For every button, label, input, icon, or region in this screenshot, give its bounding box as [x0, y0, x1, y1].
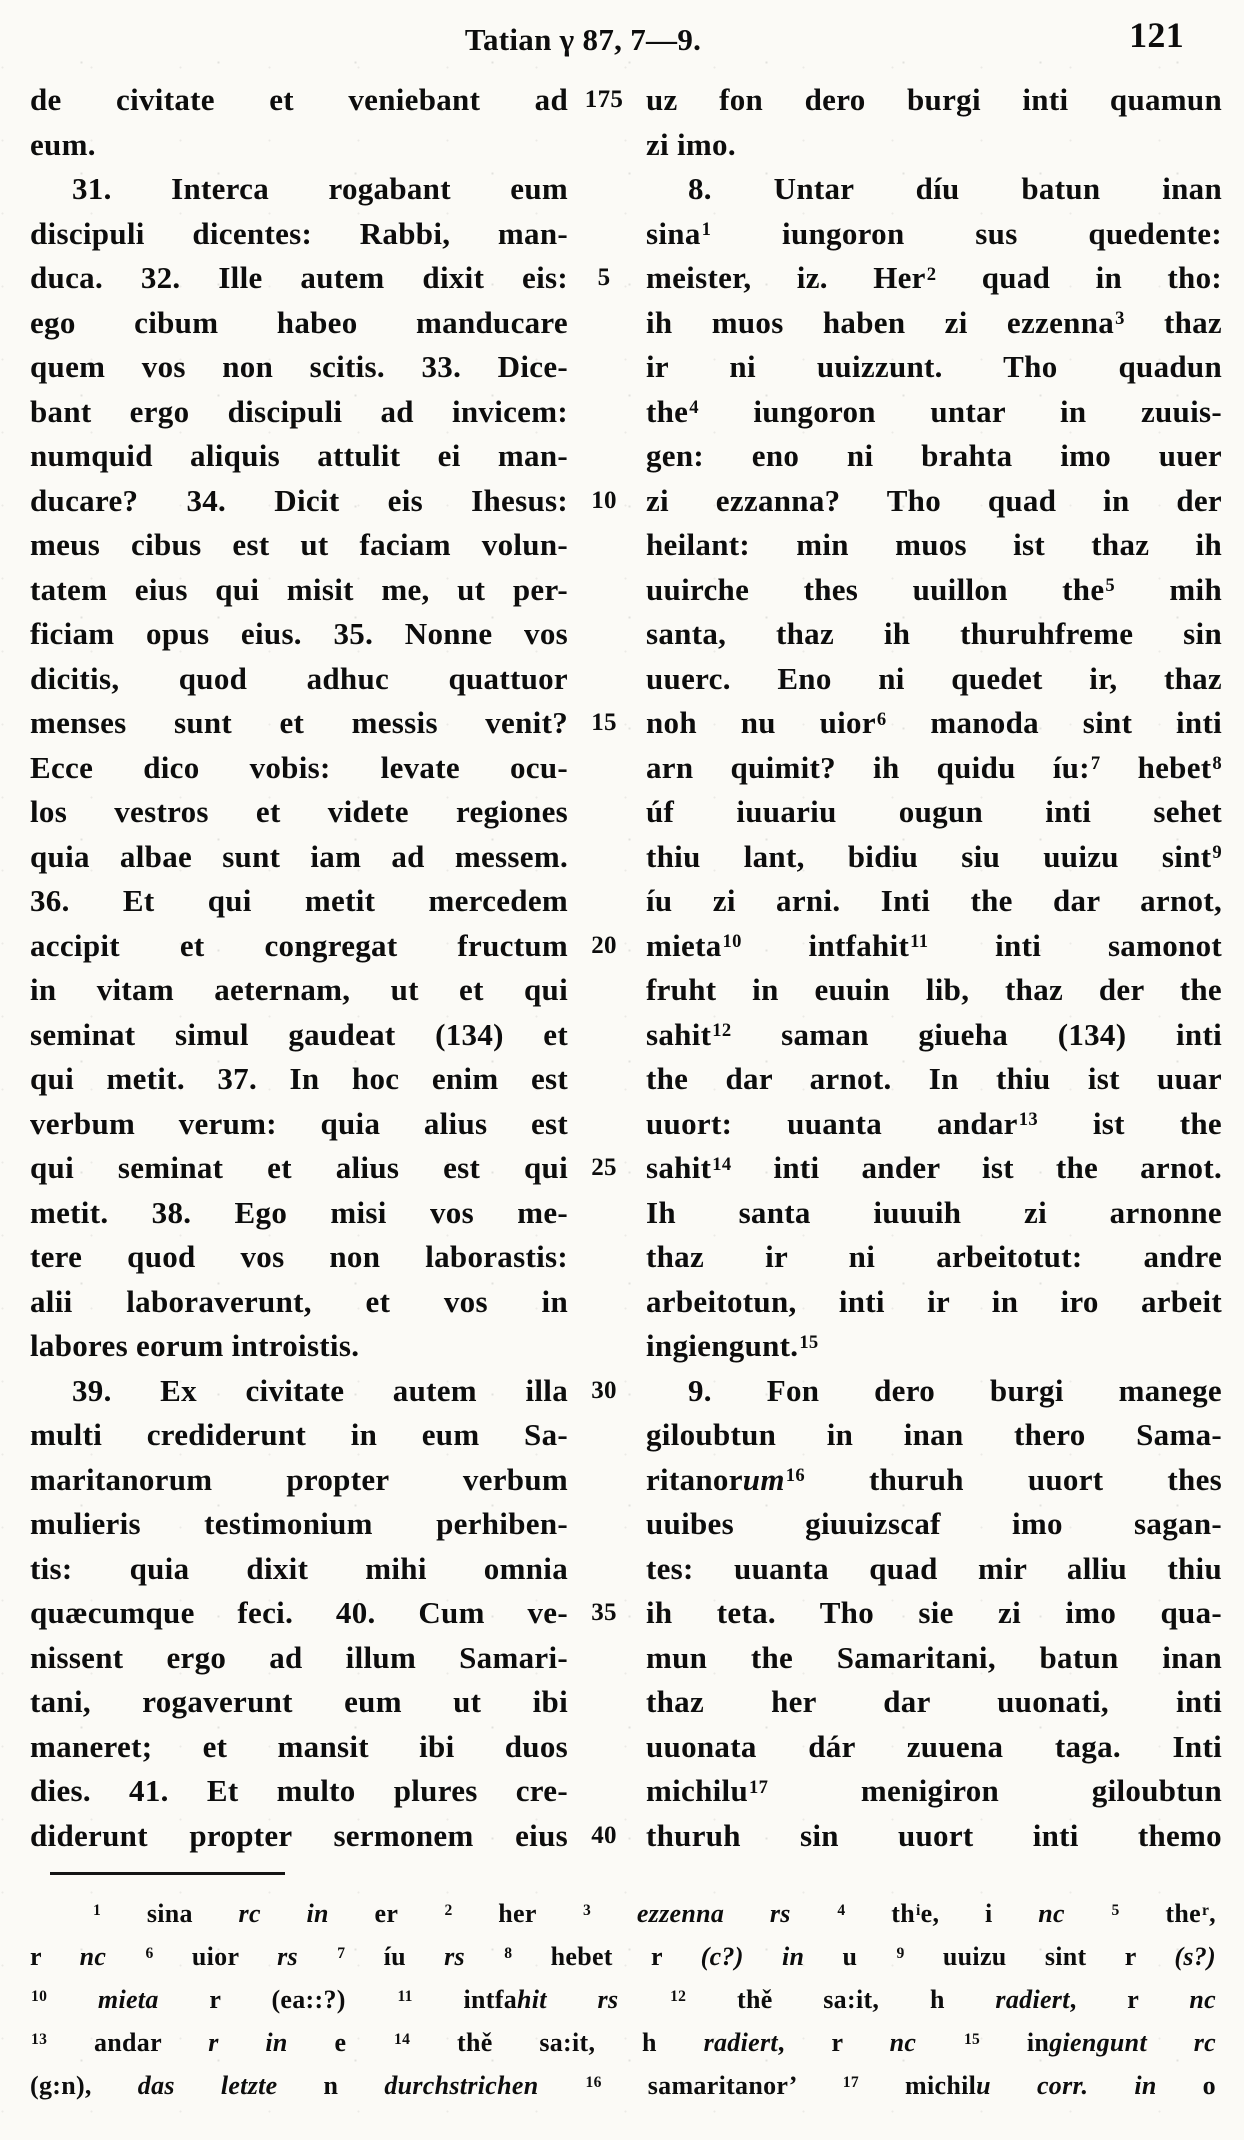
text-row	[30, 390, 1222, 435]
text-row	[30, 212, 1222, 257]
old-high-german-line: zi ezzanna? Tho quad in der	[646, 482, 1222, 518]
text-row	[30, 479, 1222, 524]
old-high-german-line: uz fon dero burgi inti quamun	[646, 82, 1222, 117]
text-row	[30, 1235, 1222, 1280]
latin-line: dies. 41. Et multo plures cre-	[30, 1773, 568, 1808]
line-number	[568, 1547, 640, 1592]
old-high-german-line: giloubtun in inan thero Sama-	[646, 1417, 1222, 1452]
old-high-german-line: arbeitotun, inti ir in iro arbeit	[646, 1283, 1222, 1319]
old-high-german-line: mun the Samaritani, batun inan	[646, 1639, 1222, 1675]
line-number: 30	[591, 1376, 617, 1404]
old-high-german-line: zi imo.	[646, 126, 736, 162]
line-number	[568, 1235, 640, 1280]
text-row	[30, 1057, 1222, 1102]
old-high-german-line: sahit$^{12}$ saman giueha (134) inti	[646, 1016, 1222, 1052]
text-row	[30, 879, 1222, 924]
latin-line: accipit et congregat fructum	[30, 927, 568, 963]
old-high-german-line: sahit$^{14}$ inti ander ist the arnot.	[646, 1150, 1222, 1185]
line-number	[568, 612, 640, 657]
old-high-german-line: ih teta. Tho sie zi imo qua-	[646, 1595, 1222, 1630]
line-number	[568, 746, 640, 791]
line-number	[568, 1013, 640, 1058]
latin-line: ducare? 34. Dicit eis Ihesus:	[30, 482, 568, 518]
latin-line: qui seminat et alius est qui	[30, 1150, 568, 1185]
latin-line: seminat simul gaudeat (134) et	[30, 1016, 568, 1052]
text-row	[30, 1725, 1222, 1770]
footnote-line: $^{13}$ andar r in e $^{14}$ thě sa:it, h radiert, r nc $^{15}$ ingiengunt rc	[31, 2028, 1216, 2057]
old-high-german-line: santa, thaz ih thuruhfreme sin	[646, 616, 1222, 651]
text-row	[30, 1280, 1222, 1325]
old-high-german-line: thaz ir ni arbeitotut: andre	[646, 1239, 1222, 1274]
line-number	[568, 167, 640, 212]
latin-line: ficiam opus eius. 35. Nonne vos	[30, 616, 568, 651]
latin-line: metit. 38. Ego misi vos me-	[30, 1194, 568, 1230]
old-high-german-line: uuonata dár zuuena taga. Inti	[646, 1728, 1222, 1764]
line-number	[568, 568, 640, 613]
text-row	[30, 1102, 1222, 1147]
old-high-german-line: úf iuuariu ougun inti sehet	[646, 794, 1222, 829]
old-high-german-line: Ih santa iuuuih zi arnonne	[646, 1194, 1222, 1230]
text-row	[30, 1814, 1222, 1859]
old-high-german-line: thuruh sin uuort inti themo	[646, 1817, 1222, 1853]
text-row	[30, 1146, 1222, 1191]
latin-line: qui metit. 37. In hoc enim est	[30, 1061, 568, 1096]
latin-line: tere quod vos non laborastis:	[30, 1239, 568, 1274]
old-high-german-line: 9. Fon dero burgi manege	[688, 1372, 1222, 1408]
latin-line: ego cibum habeo manducare	[30, 304, 568, 340]
text-row	[30, 835, 1222, 880]
line-number	[568, 345, 640, 390]
text-row	[30, 1324, 1222, 1369]
latin-line: duca. 32. Ille autem dixit eis:	[30, 260, 568, 295]
old-high-german-line: mieta$^{10}$ intfahit$^{11}$ inti samonot	[646, 927, 1222, 963]
latin-line: tani, rogaverunt eum ut ibi	[30, 1684, 568, 1719]
latin-line: tis: quia dixit mihi omnia	[30, 1550, 568, 1586]
line-number	[568, 1769, 640, 1814]
latin-line: dicitis, quod adhuc quattuor	[30, 660, 568, 696]
footnote-line: r nc $^6$ uior rs $^7$ íu rs $^8$ hebet r (c?) in u $^9$ uuizu sint r (s?)	[30, 1942, 1216, 1971]
text-row	[30, 1413, 1222, 1458]
line-number	[568, 523, 640, 568]
line-number: 35	[591, 1599, 617, 1626]
old-high-german-line: thiu lant, bidiu siu uuizu sint$^9$	[646, 838, 1222, 874]
old-high-german-line: uuerc. Eno ni quedet ir, thaz	[646, 660, 1222, 696]
line-number	[568, 123, 640, 168]
text-row	[30, 1458, 1222, 1503]
text-row	[30, 968, 1222, 1013]
line-number	[568, 301, 640, 346]
line-number	[568, 1324, 640, 1369]
latin-line: maneret; et mansit ibi duos	[30, 1728, 568, 1764]
latin-line: discipuli dicentes: Rabbi, man-	[30, 215, 568, 251]
latin-line: eum.	[30, 126, 96, 162]
text-row	[30, 1769, 1222, 1814]
text-row	[30, 657, 1222, 702]
text-row	[30, 523, 1222, 568]
latin-line: 39. Ex civitate autem illa	[72, 1372, 568, 1408]
line-number	[568, 835, 640, 880]
text-row	[30, 78, 1222, 123]
footnote-line: $^{10}$ mieta r (ea::?) $^{11}$ intfahit rs $^{12}$ thě sa:it, h radiert, r nc	[31, 1985, 1216, 2014]
text-row	[30, 1591, 1222, 1636]
latin-line: quem vos non scitis. 33. Dice-	[30, 349, 568, 384]
latin-line: verbum verum: quia alius est	[30, 1105, 568, 1141]
latin-line: mulieris testimonium perhiben-	[30, 1506, 568, 1541]
text-row	[30, 301, 1222, 346]
text-row	[30, 256, 1222, 301]
page-number: 121	[1129, 15, 1184, 55]
line-number	[568, 1458, 640, 1503]
footnote-separator	[50, 1872, 285, 1875]
line-number	[568, 1057, 640, 1102]
latin-line: numquid aliquis attulit ei man-	[30, 438, 568, 473]
parallel-text-columns	[30, 78, 1222, 1858]
line-number	[568, 1413, 640, 1458]
text-row	[30, 1547, 1222, 1592]
line-number	[568, 1502, 640, 1547]
line-number	[568, 1725, 640, 1770]
text-row	[30, 345, 1222, 390]
old-high-german-line: michilu$^{17}$ menigiron giloubtun	[646, 1773, 1222, 1808]
old-high-german-line: arn quimit? ih quidu íu:$^7$ hebet$^8$	[646, 749, 1222, 785]
old-high-german-line: meister, iz. Her$^2$ quad in tho:	[646, 260, 1222, 295]
old-high-german-line: gen: eno ni brahta imo uuer	[646, 438, 1222, 473]
latin-line: labores eorum introistis.	[30, 1328, 360, 1363]
latin-line: los vestros et videte regiones	[30, 794, 568, 829]
line-number	[568, 212, 640, 257]
text-row	[30, 1191, 1222, 1236]
footnote-line: $^1$ sina rc in er $^2$ her $^3$ ezzenna rs $^4$ $th^ie$, i nc $^5$ the$^r$,	[93, 1899, 1216, 1928]
line-number	[568, 434, 640, 479]
old-high-german-line: ingiengunt.$^{15}$	[646, 1328, 819, 1363]
line-number	[568, 657, 640, 702]
footnote-line: (g:n), das letzte n durchstrichen $^{16}$ samaritanor’ $^{17}$ michilu corr. in o	[30, 2071, 1216, 2100]
text-row	[30, 790, 1222, 835]
old-high-german-line: fruht in euuin lib, thaz der the	[646, 972, 1222, 1007]
line-number	[568, 790, 640, 835]
line-number: 40	[591, 1821, 617, 1849]
old-high-german-line: ir ni uuizzunt. Tho quadun	[646, 349, 1222, 384]
text-row	[30, 568, 1222, 613]
text-row	[30, 1502, 1222, 1547]
old-high-german-line: thaz her dar uuonati, inti	[646, 1684, 1222, 1719]
line-number	[568, 968, 640, 1013]
text-row	[30, 1680, 1222, 1725]
latin-line: diderunt propter sermonem eius	[30, 1817, 568, 1853]
text-row	[30, 1013, 1222, 1058]
text-row	[30, 924, 1222, 969]
text-row	[30, 1636, 1222, 1681]
text-row	[30, 1369, 1222, 1414]
text-row	[30, 167, 1222, 212]
latin-line: in vitam aeternam, ut et qui	[30, 972, 568, 1007]
latin-line: 31. Interca rogabant eum	[72, 171, 568, 206]
footnotes	[30, 1892, 1216, 2107]
line-number	[568, 390, 640, 435]
text-row	[30, 434, 1222, 479]
line-number	[568, 1102, 640, 1147]
old-high-german-line: the$^4$ iungoron untar in zuuis-	[646, 393, 1222, 429]
line-number: 15	[591, 709, 617, 736]
text-row	[30, 746, 1222, 791]
text-row	[30, 123, 1222, 168]
line-number	[568, 1680, 640, 1725]
old-high-german-line: ih muos haben zi ezzenna$^3$ thaz	[646, 304, 1222, 340]
old-high-german-line: íu zi arni. Inti the dar arnot,	[646, 883, 1222, 918]
old-high-german-line: uuibes giuuizscaf imo sagan-	[646, 1506, 1222, 1541]
old-high-german-line: ritanorum$^{16}$ thuruh uuort thes	[646, 1461, 1222, 1497]
old-high-german-line: 8. Untar díu batun inan	[688, 171, 1222, 206]
latin-line: maritanorum propter verbum	[30, 1461, 568, 1497]
line-number	[568, 1636, 640, 1681]
old-high-german-line: the dar arnot. In thiu ist uuar	[646, 1061, 1222, 1096]
running-title: Tatian γ 87, 7—9.	[464, 22, 702, 57]
latin-line: alii laboraverunt, et vos in	[30, 1283, 568, 1319]
latin-line: quæcumque feci. 40. Cum ve-	[30, 1595, 568, 1630]
latin-line: nissent ergo ad illum Samari-	[30, 1639, 568, 1675]
old-high-german-line: sina$^1$ iungoron sus quedente:	[646, 215, 1222, 251]
latin-line: bant ergo discipuli ad invicem:	[30, 393, 568, 429]
old-high-german-line: uuirche thes uuillon the$^5$ mih	[646, 571, 1222, 607]
line-number: 25	[591, 1154, 617, 1181]
latin-line: Ecce dico vobis: levate ocu-	[30, 749, 568, 785]
latin-line: de civitate et veniebant ad	[30, 82, 568, 117]
line-number: 175	[584, 86, 624, 113]
latin-line: menses sunt et messis venit?	[30, 705, 568, 740]
old-high-german-line: uuort: uuanta andar$^{13}$ ist the	[646, 1105, 1222, 1141]
old-high-german-line: tes: uuanta quad mir alliu thiu	[646, 1550, 1222, 1586]
old-high-german-line: heilant: min muos ist thaz ih	[646, 527, 1222, 562]
line-number	[568, 879, 640, 924]
latin-line: multi crediderunt in eum Sa-	[30, 1417, 568, 1452]
text-row	[30, 612, 1222, 657]
line-number	[568, 1280, 640, 1325]
old-high-german-line: noh nu uior$^6$ manoda sint inti	[646, 705, 1222, 740]
line-number: 10	[591, 486, 617, 514]
line-number: 5	[597, 264, 611, 291]
line-number: 20	[591, 931, 617, 959]
latin-line: 36. Et qui metit mercedem	[30, 883, 568, 918]
latin-line: meus cibus est ut faciam volun-	[30, 527, 568, 562]
latin-line: quia albae sunt iam ad messem.	[30, 838, 568, 874]
text-row	[30, 701, 1222, 746]
latin-line: tatem eius qui misit me, ut per-	[30, 571, 568, 607]
line-number	[568, 1191, 640, 1236]
